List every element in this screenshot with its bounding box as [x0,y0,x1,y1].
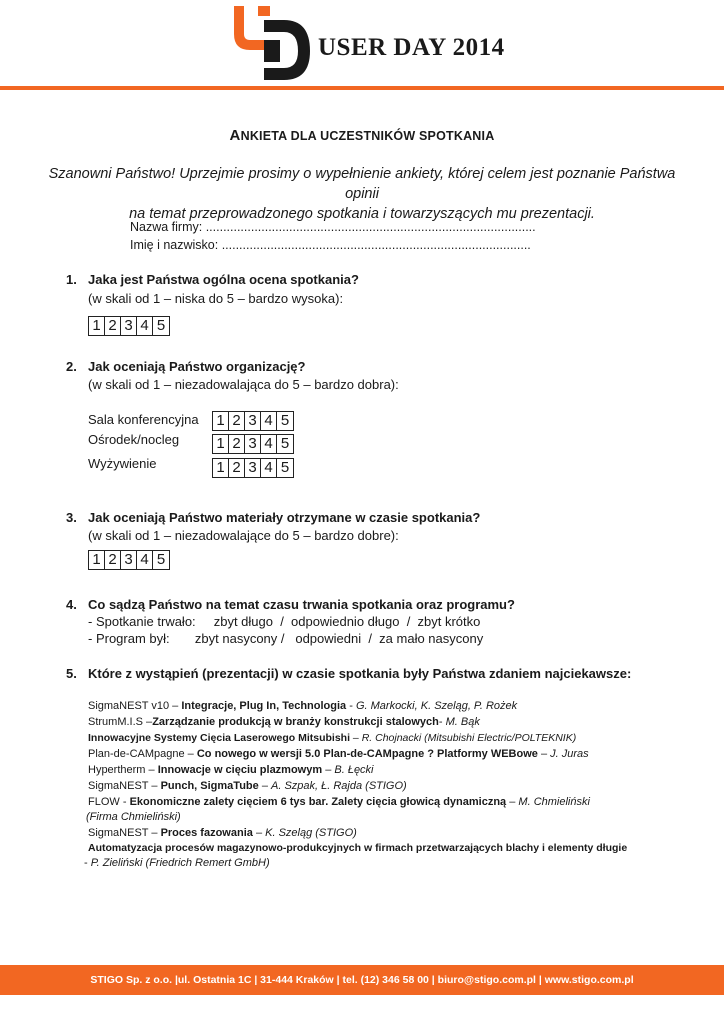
survey-title-rest: NKIETA DLA UCZESTNIKÓW SPOTKANIA [240,129,495,143]
event-title: USER DAY 2014 [318,34,505,61]
presentation-item[interactable]: SigmaNEST – Proces fazowania – K. Szeląg (STIGO) [88,827,357,839]
rating-option-2[interactable]: 2 [229,435,245,453]
rating-scale-conference-room[interactable] [212,411,294,431]
rating-option-2[interactable]: 2 [229,459,245,477]
question-3 [66,510,480,525]
intro-line-2: na temat przeprowadzonego spotkania i towarzyszących mu prezentacji. [129,206,595,222]
presentation-item-continued: (Firma Chmieliński) [86,811,181,823]
question-3-hint: (w skali od 1 – niezadowalające do 5 – bardzo dobre): [88,528,399,543]
rating-option-3[interactable]: 3 [121,317,137,335]
presentation-item[interactable]: Plan-de-CAMpagne – Co nowego w wersji 5.0 Plan-de-CAMpagne ? Platformy WEBowe – J. Juras [88,748,589,760]
question-4-meeting-duration[interactable]: - Spotkanie trwało: zbyt długo / odpowiednio długo / zbyt krótko [88,614,481,629]
row-label-conference-room: Sala konferencyjna [88,412,199,427]
survey-title [0,127,724,144]
rating-option-4[interactable]: 4 [261,412,277,430]
presentation-item[interactable]: Automatyzacja procesów magazynowo-produkcyjnych w firmach przetwarzających blachy i elementy długie [88,842,628,854]
rating-option-5[interactable]: 5 [280,412,290,429]
presentation-item[interactable]: Innowacyjne Systemy Cięcia Laserowego Mitsubishi – R. Chojnacki (Mitsubishi Electric/POLTEKNIK) [88,732,577,744]
survey-title-initial: A [229,127,241,144]
rating-option-1[interactable]: 1 [213,459,229,477]
question-5-text: Które z wystąpień (prezentacji) w czasie spotkania były Państwa zdaniem najciekawsze: [88,666,632,681]
question-2-text: Jak oceniają Państwo organizację? [88,359,306,374]
company-footer: STIGO Sp. z o.o. |ul. Ostatnia 1C | 31-444 Kraków | tel. (12) 346 58 00 | biuro@stigo.com.pl | www.stigo.com.pl [0,965,724,995]
presentation-item[interactable]: StrumM.I.S –Zarządzanie produkcją w branży konstrukcji stalowych- M. Bąk [88,716,480,728]
question-5 [66,666,631,681]
rating-option-1[interactable]: 1 [213,435,229,453]
company-name-field[interactable]: Nazwa firmy: ............................................................................................... [130,220,536,234]
presentation-item[interactable]: SigmaNEST – Punch, SigmaTube – A. Szpak, Ł. Rajda (STIGO) [88,780,407,792]
presentation-item[interactable]: SigmaNEST v10 – Integracje, Plug In, Technologia - G. Markocki, K. Szeląg, P. Rożek [88,700,518,712]
rating-scale-q3[interactable] [88,550,170,570]
rating-option-4[interactable]: 4 [137,317,153,335]
rating-option-1[interactable]: 1 [89,317,105,335]
question-4 [66,597,515,612]
question-3-text: Jak oceniają Państwo materiały otrzymane w czasie spotkania? [88,510,481,525]
question-4-text: Co sądzą Państwo na temat czasu trwania spotkania oraz programu? [88,597,515,612]
question-4-number: 4. [66,597,77,612]
question-2-hint: (w skali od 1 – niezadowalająca do 5 – bardzo dobra): [88,377,399,392]
rating-option-4[interactable]: 4 [137,551,153,569]
question-5-number: 5. [66,666,77,681]
question-2 [66,359,305,374]
rating-option-4[interactable]: 4 [261,459,277,477]
question-1-text: Jaka jest Państwa ogólna ocena spotkania? [88,272,359,287]
rating-scale-accommodation[interactable] [212,434,294,454]
rating-option-3[interactable]: 3 [245,459,261,477]
rating-scale-q1[interactable] [88,316,170,336]
presentation-item[interactable]: FLOW - Ekonomiczne zalety cięciem 6 tys bar. Zalety cięcia głowicą dynamiczną – M. Chmieliński [88,796,590,808]
presentation-item[interactable]: Hypertherm – Innowacje w cięciu plazmowym – B. Łęcki [88,764,374,776]
rating-option-5[interactable]: 5 [156,317,166,334]
presentation-item-continued: - P. Zieliński (Friedrich Remert GmbH) [84,857,270,869]
rating-option-4[interactable]: 4 [261,435,277,453]
rating-option-2[interactable]: 2 [105,551,121,569]
intro-line-1: Szanowni Państwo! Uprzejmie prosimy o wypełnienie ankiety, której celem jest poznanie Państwa opinii [48,166,676,202]
rating-option-3[interactable]: 3 [245,435,261,453]
rating-option-5[interactable]: 5 [156,551,166,568]
rating-option-5[interactable]: 5 [280,435,290,452]
question-1-hint: (w skali od 1 – niska do 5 – bardzo wysoka): [88,291,344,306]
full-name-field[interactable]: Imię i nazwisko: ......................................................................................... [130,238,531,252]
row-label-catering: Wyżywienie [88,456,157,471]
question-2-number: 2. [66,359,77,374]
rating-option-1[interactable]: 1 [213,412,229,430]
question-3-number: 3. [66,510,77,525]
question-4-program-load[interactable]: - Program był: zbyt nasycony / odpowiedni / za mało nasycony [88,631,484,646]
rating-option-5[interactable]: 5 [280,459,290,476]
intro-text [40,164,684,224]
rating-option-2[interactable]: 2 [105,317,121,335]
row-label-accommodation: Ośrodek/nocleg [88,432,180,447]
rating-option-1[interactable]: 1 [89,551,105,569]
rating-option-3[interactable]: 3 [245,412,261,430]
rating-option-3[interactable]: 3 [121,551,137,569]
question-1 [66,272,359,287]
rating-scale-catering[interactable] [212,458,294,478]
user-day-logo [228,4,318,82]
header-divider [0,86,724,90]
question-1-number: 1. [66,272,77,287]
rating-option-2[interactable]: 2 [229,412,245,430]
